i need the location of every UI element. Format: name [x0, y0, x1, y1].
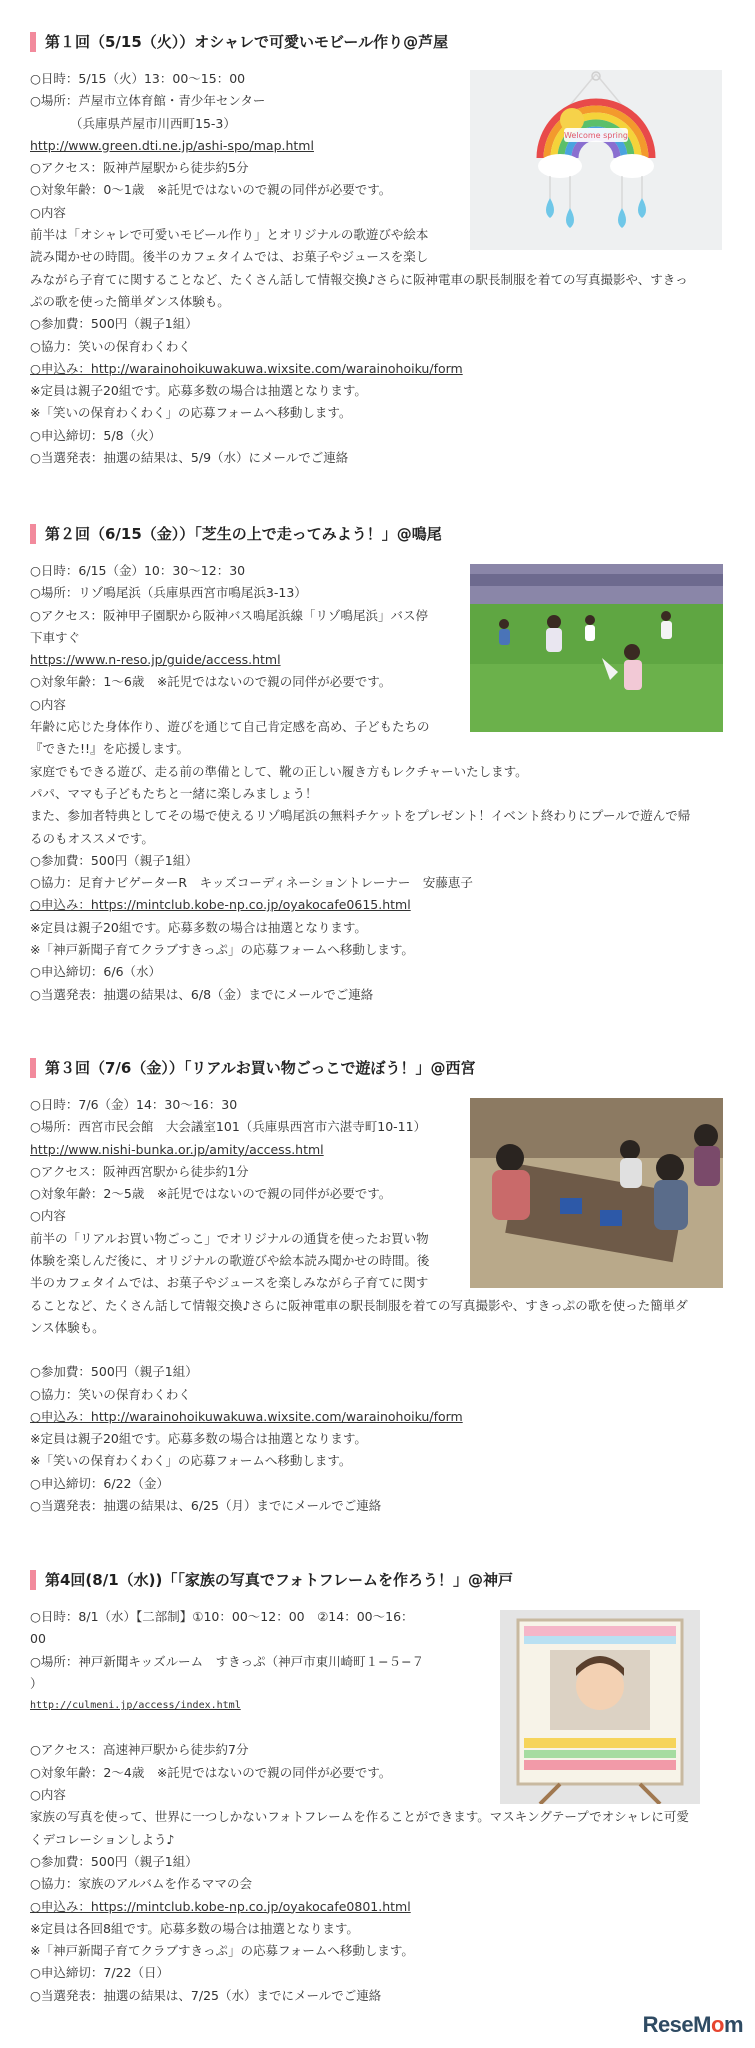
kids-running-photo — [470, 564, 723, 732]
detail-line: ※定員は親子20組です。応募多数の場合は抽選となります。 — [30, 383, 367, 399]
detail-line: るのもオススメです。 — [30, 830, 154, 846]
detail-line: ○アクセス：阪神西宮駅から徒歩約1分 — [30, 1163, 249, 1179]
detail-line: ○協力：足育ナビゲーターR キッズコーディネーショントレーナー 安藤恵子 — [30, 875, 473, 891]
detail-line: ○申込締切：6/22（金） — [30, 1475, 169, 1491]
detail-line: ○当選発表：抽選の結果は、5/9（水）にメールでご連絡 — [30, 450, 349, 466]
detail-line: ○場所：リゾ鳴尾浜（兵庫県西宮市鳴尾浜3-13） — [30, 585, 307, 601]
shopping-play-photo — [470, 1098, 723, 1288]
application-link[interactable]: ○申込み：https://mintclub.kobe-np.co.jp/oyakocafe0801.html — [30, 1898, 411, 1914]
detail-line: ○場所：西宮市民会館 大会議室101（兵庫県西宮市六湛寺町10-11） — [30, 1119, 427, 1135]
detail-line: 半のカフェタイムでは、お菓子やジュースを楽しみながら子育てに関す — [30, 1275, 429, 1291]
detail-line: パパ、ママも子どもたちと一緒に楽しみましょう！ — [30, 785, 318, 801]
detail-line: ○場所：芦屋市立体育館・青少年センター — [30, 93, 266, 109]
detail-line: 年齢に応じた身体作り、遊びを通じて自己肯定感を高め、子どもたちの — [30, 719, 430, 735]
venue-link[interactable]: http://www.nishi-bunka.or.jp/amity/access.html — [30, 1141, 324, 1157]
detail-line: ○内容 — [30, 696, 66, 712]
detail-line: ○対象年齢：2〜4歳 ※託児ではないので親の同伴が必要です。 — [30, 1764, 392, 1780]
event-title-4: 第4回(8/1（水))「「家族の写真でフォトフレームを作ろう！」@神戸 — [30, 1570, 730, 1590]
detail-line: 体験を楽しんだ後に、オリジナルの歌遊びや絵本読み聞かせの時間。後 — [30, 1253, 430, 1269]
photo-frame-craft-photo — [500, 1610, 700, 1804]
event-section-2 — [30, 524, 730, 1006]
detail-line: 家庭でもできる遊び、走る前の準備として、靴の正しい履き方もレクチャーいたします。 — [30, 763, 528, 779]
detail-line: ぷの歌を使った簡単ダンス体験も。 — [30, 293, 230, 309]
application-link[interactable]: ○申込み：https://mintclub.kobe-np.co.jp/oyakocafe0615.html — [30, 897, 411, 913]
mobile-banner-text: Welcome spring — [563, 131, 629, 140]
detail-line: ○対象年齢：2〜5歳 ※託児ではないので親の同伴が必要です。 — [30, 1186, 392, 1202]
detail-line: ○対象年齢：1〜6歳 ※託児ではないので親の同伴が必要です。 — [30, 674, 392, 690]
detail-line: ○協力：笑いの保育わくわく — [30, 338, 191, 354]
detail-line: ※定員は各回8組です。応募多数の場合は抽選となります。 — [30, 1920, 359, 1936]
venue-link[interactable]: http://www.green.dti.ne.jp/ashi-spo/map.html — [30, 137, 314, 153]
detail-line: 下車すぐ — [30, 629, 81, 645]
detail-line: ○当選発表：抽選の結果は、7/25（水）までにメールでご連絡 — [30, 1987, 382, 2003]
event-section-4 — [30, 1570, 730, 2007]
detail-line: ○アクセス：阪神芦屋駅から徒歩約5分 — [30, 160, 249, 176]
detail-line: ○アクセス：高速神戸駅から徒歩約7分 — [30, 1742, 249, 1758]
detail-line: ○参加費：500円（親子1組） — [30, 1364, 198, 1380]
detail-line: 前半は「オシャレで可愛いモビール作り」とオリジナルの歌遊びや絵本 — [30, 227, 429, 243]
detail-line: （兵庫県芦屋市川西町15-3） — [70, 115, 236, 131]
logo-text: M — [693, 2012, 711, 2037]
spacer — [30, 1339, 730, 1361]
logo-text: o — [710, 2012, 724, 2037]
detail-line: ○内容 — [30, 1787, 66, 1803]
detail-line: ※「神戸新聞子育てクラブすきっぷ」の応募フォームへ移動します。 — [30, 1943, 414, 1959]
detail-line: ○参加費：500円（親子1組） — [30, 1853, 198, 1869]
detail-line: ○参加費：500円（親子1組） — [30, 852, 198, 868]
venue-link[interactable]: https://www.n-reso.jp/guide/access.html — [30, 652, 281, 668]
logo-text: Rese — [642, 2012, 694, 2037]
detail-line: ※「神戸新聞子育てクラブすきっぷ」の応募フォームへ移動します。 — [30, 942, 414, 958]
detail-line: ○日時：5/15（火）13：00〜15：00 — [30, 71, 246, 86]
detail-line: 00 — [30, 1631, 46, 1647]
detail-line: ○当選発表：抽選の結果は、6/25（月）までにメールでご連絡 — [30, 1498, 382, 1514]
event-title-2: 第２回（6/15（金））「芝生の上で走ってみよう！」@鳴尾 — [30, 524, 730, 544]
detail-line: ○申込締切：5/8（火） — [30, 427, 162, 443]
event-title-1: 第１回（5/15（火））オシャレで可愛いモビール作り@芦屋 — [30, 32, 730, 52]
detail-line: 前半の「リアルお買い物ごっこ」でオリジナルの通貨を使ったお買い物 — [30, 1230, 429, 1246]
venue-link[interactable]: http://culmeni.jp/access/index.html — [30, 1700, 241, 1712]
detail-line: ンス体験も。 — [30, 1319, 105, 1335]
detail-line: 読み聞かせの時間。後半のカフェタイムでは、お菓子やジュースを楽し — [30, 249, 429, 265]
detail-line: ※定員は親子20組です。応募多数の場合は抽選となります。 — [30, 1431, 367, 1447]
detail-line: ○対象年齢：0〜1歳 ※託児ではないので親の同伴が必要です。 — [30, 182, 392, 198]
detail-line: ○内容 — [30, 204, 66, 220]
detail-line: ※「笑いの保育わくわく」の応募フォームへ移動します。 — [30, 405, 352, 421]
detail-line: ることなど、たくさん話して情報交換♪さらに阪神電車の駅長制服を着ての写真撮影や、すきっぷの歌を使った簡単ダ — [30, 1297, 688, 1313]
detail-line: ○協力：笑いの保育わくわく — [30, 1386, 191, 1402]
detail-line: みながら子育てに関することなど、たくさん話して情報交換♪さらに阪神電車の駅長制服を着ての写真撮影や、すきっ — [30, 271, 688, 287]
event-title-3: 第３回（7/6（金））「リアルお買い物ごっこで遊ぼう！」@西宮 — [30, 1058, 730, 1078]
detail-line: ○内容 — [30, 1208, 66, 1224]
detail-line: ○日時：8/1（水）【二部制】①10：00〜12：00 ②14：00〜16： — [30, 1609, 414, 1624]
detail-line: ○申込締切：7/22（日） — [30, 1965, 169, 1981]
detail-line: 家族の写真を使って、世界に一つしかないフォトフレームを作ることができます。マスキングテープでオシャレに可愛 — [30, 1809, 689, 1825]
detail-line: ○アクセス：阪神甲子園駅から阪神バス鳴尾浜線「リゾ鳴尾浜」バス停 — [30, 607, 429, 623]
detail-line: ） — [30, 1675, 43, 1691]
detail-line: ○参加費：500円（親子1組） — [30, 316, 198, 332]
detail-line: ○協力：家族のアルバムを作るママの会 — [30, 1876, 253, 1892]
detail-line: くデコレーションしよう♪ — [30, 1831, 175, 1847]
application-link[interactable]: ○申込み：http://warainohoikuwakuwa.wixsite.com/warainohoiku/form — [30, 360, 463, 376]
detail-line: ○日時：7/6（金）14：30〜16：30 — [30, 1097, 238, 1112]
detail-line: 『できた!!』を応援します。 — [30, 741, 190, 757]
application-link[interactable]: ○申込み：http://warainohoikuwakuwa.wixsite.com/warainohoiku/form — [30, 1408, 463, 1424]
detail-line: ※「笑いの保育わくわく」の応募フォームへ移動します。 — [30, 1453, 352, 1469]
logo-text: m — [723, 2012, 743, 2037]
detail-line: また、参加者特典としてその場で使えるリゾ鳴尾浜の無料チケットをプレゼント！イベント終わりにプールで遊んで帰 — [30, 808, 691, 824]
detail-line: ○場所：神戸新聞キッズルーム すきっぷ（神戸市東川崎町１−５−７ — [30, 1653, 425, 1669]
event-section-3 — [30, 1058, 730, 1517]
detail-line: ※定員は親子20組です。応募多数の場合は抽選となります。 — [30, 919, 367, 935]
resemom-logo — [643, 2012, 743, 2038]
mobile-craft-photo — [470, 70, 722, 250]
detail-line: ○申込締切：6/6（水） — [30, 964, 162, 980]
detail-line: ○日時：6/15（金）10：30〜12：30 — [30, 563, 246, 578]
event-section-1 — [30, 32, 730, 469]
detail-line: ○当選発表：抽選の結果は、6/8（金）までにメールでご連絡 — [30, 986, 374, 1002]
